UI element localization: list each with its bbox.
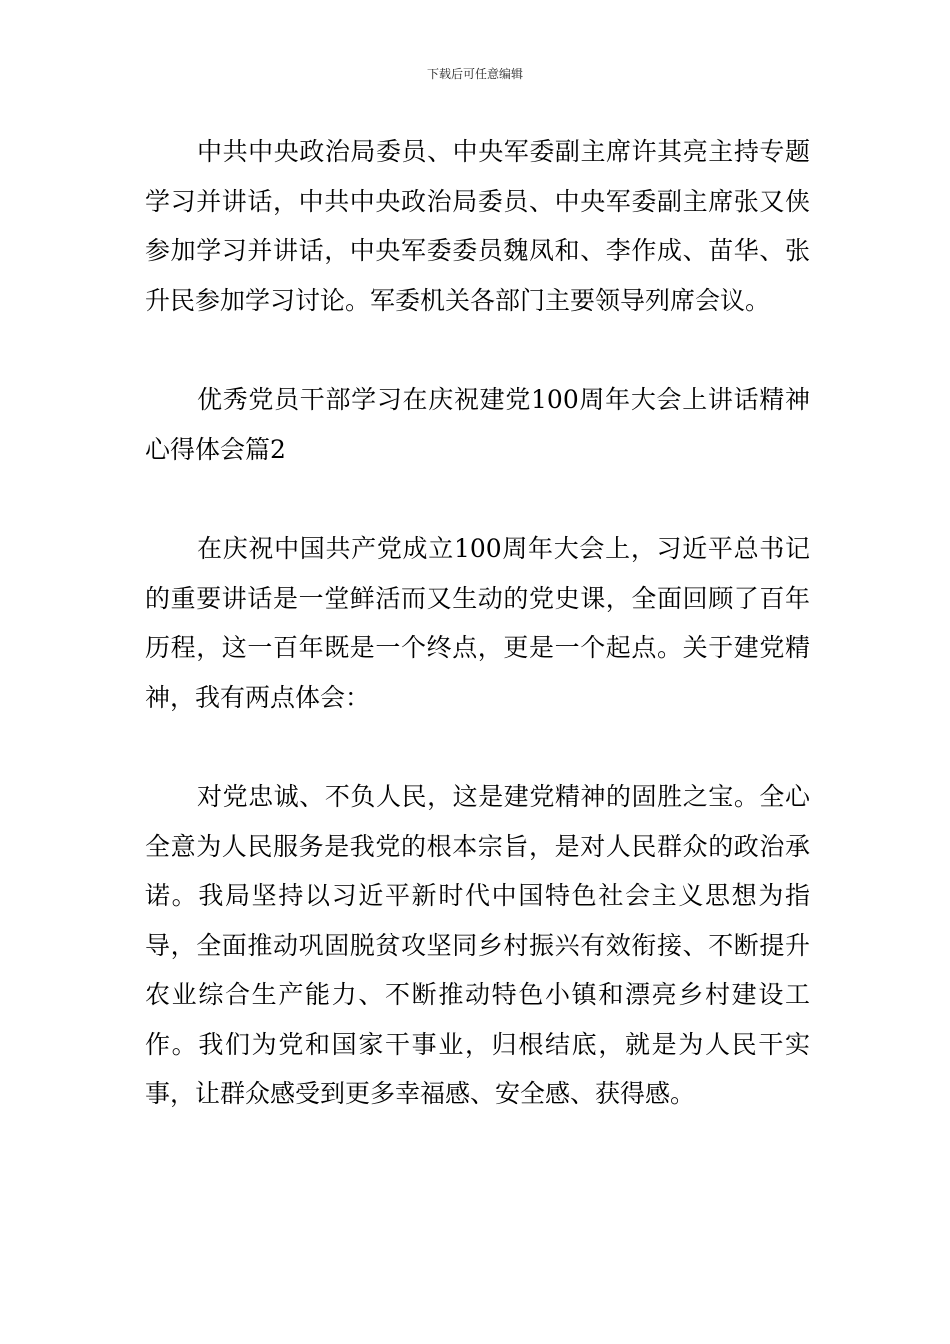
paragraph-loyalty: 对党忠诚、不负人民，这是建党精神的固胜之宝。全心全意为人民服务是我党的根本宗旨，是对人民群众的政治承诺。我局坚持以习近平新时代中国特色社会主义思想为指导，全面推动巩固脱贫攻坚同乡村振兴有效衔接、不断提升农业综合生产能力、不断推动特色小镇和漂亮乡村建设工作。我们为党和国家干事业，归根结底，就是为人民干实事，让群众感受到更多幸福感、安全感、获得感。 (145, 782, 810, 1108)
paragraph-spacer (145, 722, 810, 772)
page-header-note: 下载后可任意编辑 (426, 67, 523, 81)
paragraph-spacer (145, 325, 810, 375)
document-body (145, 127, 810, 1119)
section-title: 优秀党员干部学习在庆祝建党100周年大会上讲话精神心得体会篇2 (145, 385, 810, 464)
paragraph-intro: 在庆祝中国共产党成立100周年大会上，习近平总书记的重要讲话是一堂鲜活而又生动的党史课，全面回顾了百年历程，这一百年既是一个终点，更是一个起点。关于建党精神，我有两点体会： (145, 534, 810, 712)
paragraph-meeting-attendees: 中共中央政治局委员、中央军委副主席许其亮主持专题学习并讲话，中共中央政治局委员、中央军委副主席张又侠参加学习并讲话，中央军委委员魏凤和、李作成、苗华、张升民参加学习讨论。军委机关各部门主要领导列席会议。 (145, 137, 810, 315)
paragraph-spacer (145, 474, 810, 524)
